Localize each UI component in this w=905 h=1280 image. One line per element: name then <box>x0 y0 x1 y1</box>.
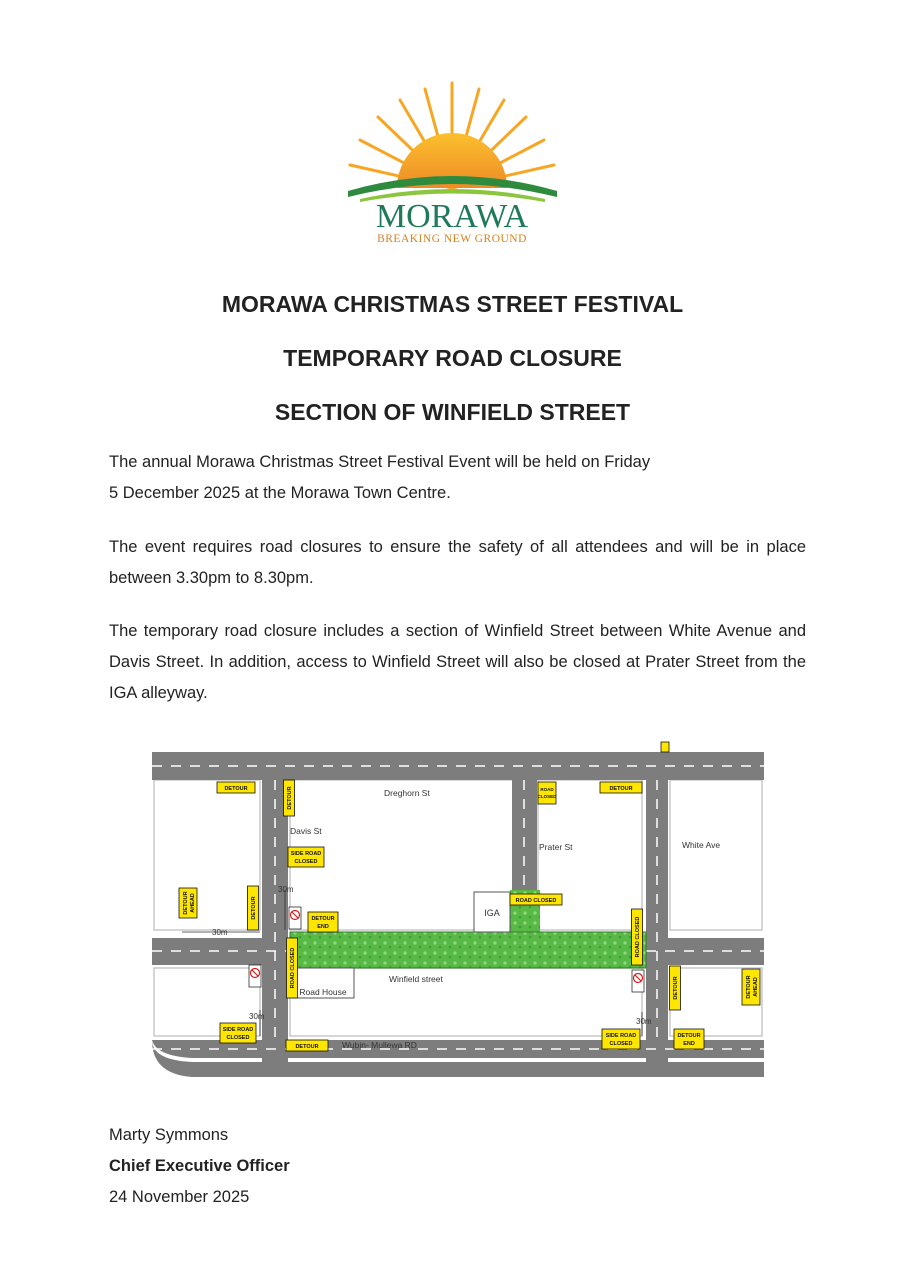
svg-text:END: END <box>683 1041 695 1047</box>
paragraph-event-line-1: The annual Morawa Christmas Street Festival Event will be held on Friday <box>109 453 651 471</box>
road-closed-sign-prater <box>510 894 562 905</box>
paragraph-event-date <box>109 447 806 509</box>
morawa-logo <box>340 75 565 250</box>
detour-sign-white <box>670 966 681 1010</box>
svg-text:ROAD CLOSED: ROAD CLOSED <box>290 947 296 989</box>
svg-text:AHEAD: AHEAD <box>753 977 759 997</box>
small-sign-top <box>661 742 669 752</box>
detour-sign-davis <box>248 886 259 930</box>
logo-tagline: BREAKING NEW GROUND <box>377 233 527 245</box>
distance-30m-southwest: 30m <box>249 1012 265 1021</box>
no-right-turn-sign-davis <box>289 907 301 929</box>
svg-text:DETOUR: DETOUR <box>677 1033 701 1039</box>
side-road-closed-sign-sw <box>220 1023 256 1043</box>
distance-30m-west: 30m <box>212 928 228 937</box>
svg-text:DETOUR: DETOUR <box>287 786 293 810</box>
end-detour-sign-west <box>308 912 338 932</box>
iga-label: IGA <box>484 908 500 918</box>
side-road-closed-sign-se <box>602 1029 640 1049</box>
svg-text:ROAD: ROAD <box>540 787 554 792</box>
svg-text:CLOSED: CLOSED <box>294 859 318 865</box>
white-avenue-label: White Ave <box>682 840 721 850</box>
svg-text:DETOUR: DETOUR <box>251 896 257 920</box>
paragraph-closure-times: The event requires road closures to ensure the safety of all attendees and will be in place between 3.30pm to 8.30pm. <box>109 538 806 587</box>
svg-text:DETOUR: DETOUR <box>609 786 633 792</box>
end-detour-sign-east <box>674 1029 704 1049</box>
svg-text:SIDE ROAD: SIDE ROAD <box>222 1027 254 1033</box>
svg-text:ROAD CLOSED: ROAD CLOSED <box>515 898 557 904</box>
svg-text:DETOUR: DETOUR <box>311 916 335 922</box>
detour-sign-ne <box>600 782 642 793</box>
svg-text:CLOSED: CLOSED <box>537 794 557 799</box>
road-closure-map <box>152 740 764 1085</box>
paragraph-event-line-2: 5 December 2025 at the Morawa Town Centre. <box>109 484 451 502</box>
detour-sign-south <box>286 1040 328 1051</box>
heading-closure: TEMPORARY ROAD CLOSURE <box>283 345 622 371</box>
signatory-title: Chief Executive Officer <box>109 1157 290 1175</box>
svg-text:CLOSED: CLOSED <box>226 1035 250 1041</box>
heading-section: SECTION OF WINFIELD STREET <box>274 399 631 425</box>
notice-date: 24 November 2025 <box>109 1188 250 1206</box>
svg-text:ROAD CLOSED: ROAD CLOSED <box>635 916 641 958</box>
svg-text:END: END <box>317 924 329 930</box>
road-house-label: Road House <box>299 987 347 997</box>
distance-30m-davis: 30m <box>278 885 294 894</box>
svg-text:DETOUR: DETOUR <box>183 891 189 915</box>
no-left-turn-sign-east <box>632 970 644 992</box>
no-left-turn-sign-west <box>249 965 261 987</box>
winfield-street-label: Winfield street <box>389 974 443 984</box>
wubin-mullewa-road-label: Wubin- Mullewa RD <box>342 1040 417 1050</box>
signatory-name: Marty Symmons <box>109 1126 229 1144</box>
svg-text:DETOUR: DETOUR <box>673 976 679 1000</box>
closed-section-winfield <box>290 932 646 968</box>
side-road-closed-sign-davis <box>288 847 324 867</box>
paragraph-closure-extent: The temporary road closure includes a section of Winfield Street between White Avenue and Davis Street. In addition, access to Winfield Street will also be closed at Prater Street from the IGA alleyway. <box>109 622 806 702</box>
svg-text:DETOUR: DETOUR <box>295 1044 319 1050</box>
davis-street-label: Davis St <box>290 826 322 836</box>
dreghorn-street-label: Dreghorn St <box>384 788 430 798</box>
logo-wordmark: MORAWA <box>375 198 529 235</box>
prater-street-label: Prater St <box>539 842 573 852</box>
detour-sign-davis-north <box>284 780 295 816</box>
svg-text:CLOSED: CLOSED <box>609 1041 633 1047</box>
road-closed-sign-west <box>287 938 298 998</box>
svg-text:DETOUR: DETOUR <box>224 786 248 792</box>
svg-text:SIDE ROAD: SIDE ROAD <box>290 851 322 857</box>
svg-text:AHEAD: AHEAD <box>190 893 196 913</box>
svg-text:DETOUR: DETOUR <box>746 975 752 999</box>
detour-ahead-sign-east <box>742 969 760 1005</box>
distance-30m-southeast: 30m <box>636 1017 652 1026</box>
heading-festival: MORAWA CHRISTMAS STREET FESTIVAL <box>221 291 684 317</box>
detour-sign-nw <box>217 782 255 793</box>
detour-ahead-sign-west <box>179 888 197 918</box>
road-closed-sign-dreghorn <box>538 782 558 804</box>
road-closed-sign-east <box>632 909 643 965</box>
svg-text:SIDE ROAD: SIDE ROAD <box>605 1033 637 1039</box>
